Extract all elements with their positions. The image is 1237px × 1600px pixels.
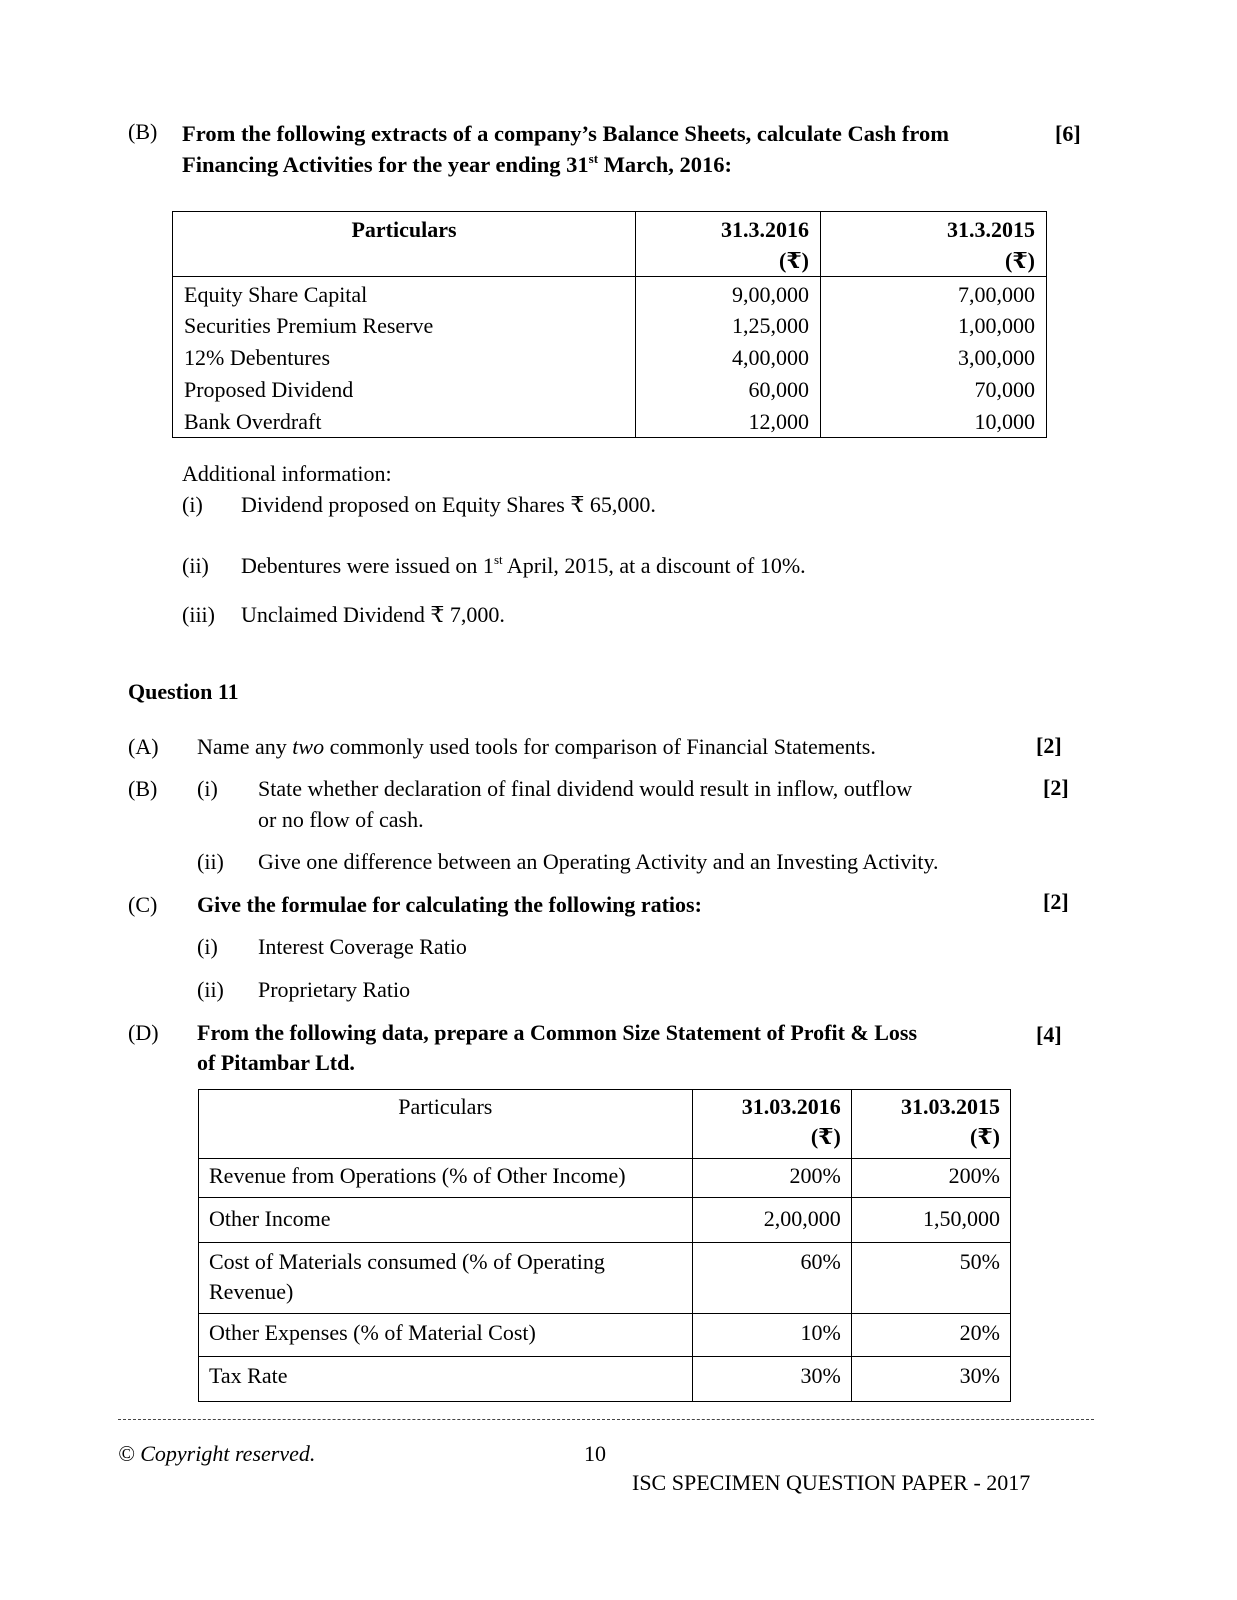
footer-divider (118, 1419, 1094, 1420)
q11b-label: (B) (128, 776, 158, 801)
balance-sheet-extract-table (172, 211, 1047, 438)
q11b-i-text-line1: State whether declaration of final dividend would result in inflow, outflow (258, 776, 913, 801)
q11d-text-line1: From the following data, prepare a Common Size Statement of Profit & Loss (197, 1020, 918, 1045)
q11c-i-text: Interest Coverage Ratio (258, 934, 467, 959)
q11d-text-line2: of Pitambar Ltd. (197, 1050, 355, 1075)
q11b-i-text-line2: or no flow of cash. (258, 807, 424, 832)
table-row: 12% Debentures 4,00,000 3,00,000 (173, 342, 1047, 374)
table-row: Equity Share Capital 9,00,000 7,00,000 (173, 277, 1047, 311)
q11a-label: (A) (128, 734, 159, 759)
table-row: Proposed Dividend 60,000 70,000 (173, 374, 1047, 406)
table-header-row (173, 212, 1047, 277)
header-2015: 31.03.2015 (₹) (851, 1090, 1010, 1159)
q11d-label: (D) (128, 1020, 159, 1045)
q11b-ii-text: Give one difference between an Operating Activity and an Investing Activity. (258, 849, 939, 874)
additional-item-text: Debentures were issued on 1st April, 2015, at a discount of 10%. (241, 552, 806, 578)
table-row: Securities Premium Reserve 1,25,000 1,00,000 (173, 310, 1047, 342)
q10b-text-line2: Financing Activities for the year ending 31st March, 2016: (182, 151, 732, 177)
q11b-i-num: (i) (197, 776, 218, 801)
table-row: Other Income 2,00,000 1,50,000 (199, 1198, 1011, 1243)
table-row: Tax Rate 30% 30% (199, 1357, 1011, 1402)
profit-loss-data-table (198, 1089, 1011, 1402)
header-particulars: Particulars (173, 212, 636, 277)
q10b-label: (B) (128, 119, 158, 144)
q11c-i-num: (i) (197, 934, 218, 959)
q11c-label: (C) (128, 892, 158, 917)
table-row: Other Expenses (% of Material Cost) 10% 20% (199, 1314, 1011, 1357)
additional-item-text: Unclaimed Dividend ₹ 7,000. (241, 602, 505, 627)
question-11-title: Question 11 (128, 679, 239, 704)
table-header-row (199, 1090, 1011, 1159)
q11c-ii-num: (ii) (197, 977, 224, 1002)
additional-item-num: (i) (182, 492, 203, 517)
table-row: Bank Overdraft 12,000 10,000 (173, 406, 1047, 438)
header-2016: 31.3.2016 (₹) (636, 212, 821, 277)
q10b-text-line1: From the following extracts of a company’s Balance Sheets, calculate Cash from (182, 121, 949, 146)
table-row: Cost of Materials consumed (% of Operating Revenue) 60% 50% (199, 1243, 1011, 1314)
q11a-text: Name any two commonly used tools for comparison of Financial Statements. (197, 734, 876, 759)
header-2015: 31.3.2015 (₹) (821, 212, 1047, 277)
additional-info-heading: Additional information: (182, 461, 392, 486)
header-2016: 31.03.2016 (₹) (692, 1090, 851, 1159)
additional-item-text: Dividend proposed on Equity Shares ₹ 65,000. (241, 492, 656, 517)
q11c-ii-text: Proprietary Ratio (258, 977, 411, 1002)
q11b-marks: [2] (1043, 775, 1069, 800)
q11b-ii-num: (ii) (197, 849, 224, 874)
page-number: 10 (584, 1441, 606, 1466)
header-particulars: Particulars (199, 1090, 693, 1159)
q11c-marks: [2] (1043, 889, 1069, 914)
q11d-marks: [4] (1036, 1022, 1062, 1047)
q10b-marks: [6] (1055, 121, 1081, 146)
copyright-text: © Copyright reserved. (118, 1441, 316, 1466)
additional-item-num: (ii) (182, 553, 209, 578)
q11a-marks: [2] (1036, 733, 1062, 758)
additional-item-num: (iii) (182, 602, 215, 627)
paper-title: ISC SPECIMEN QUESTION PAPER - 2017 (632, 1470, 1031, 1495)
table-row: Revenue from Operations (% of Other Income) 200% 200% (199, 1159, 1011, 1198)
q11c-text: Give the formulae for calculating the following ratios: (197, 892, 702, 917)
